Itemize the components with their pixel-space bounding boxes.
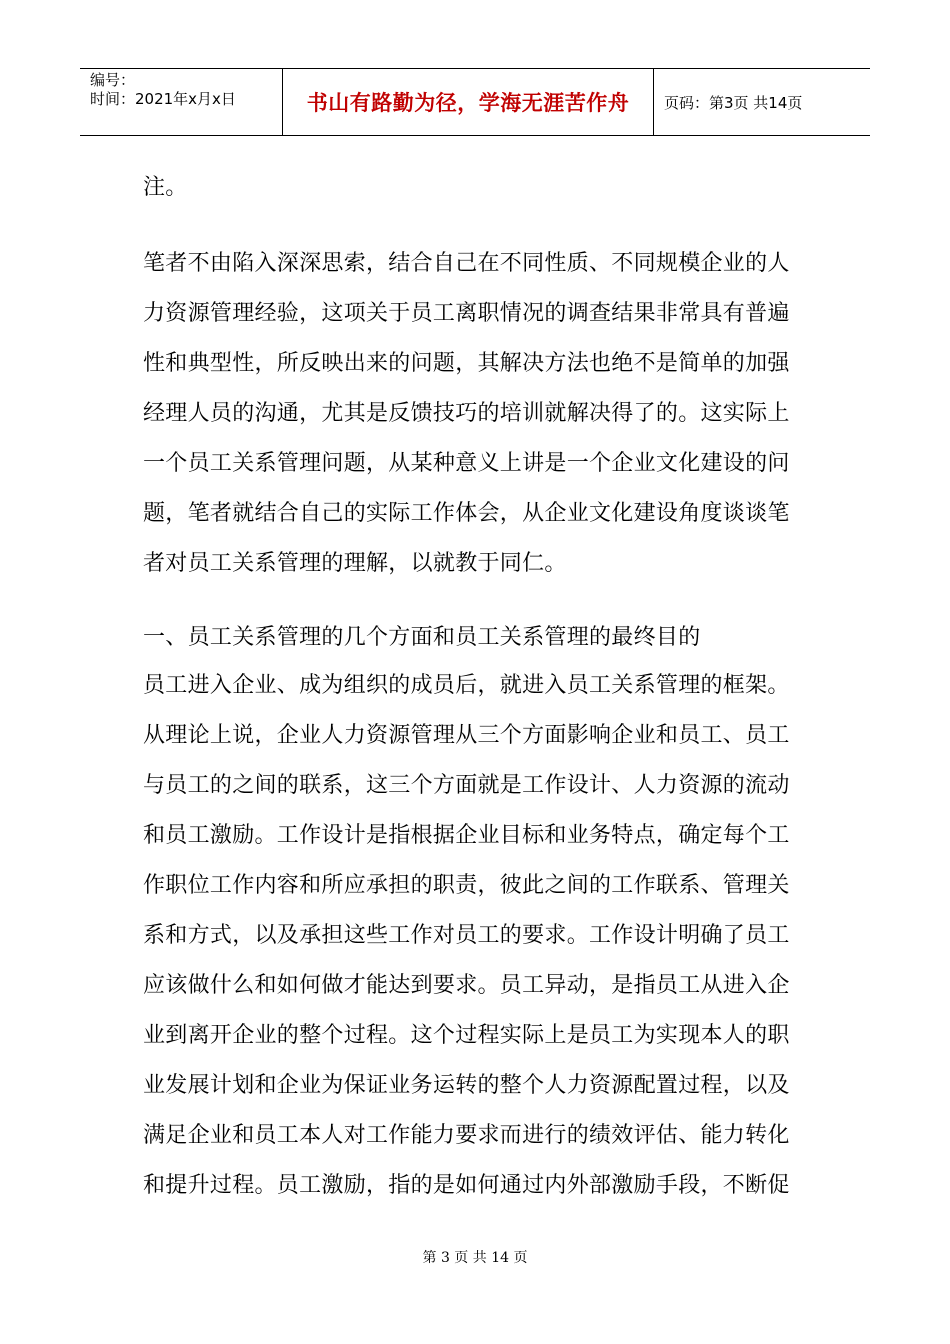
- body-line: 满足企业和员工本人对工作能力要求而进行的绩效评估、能力转化: [143, 1123, 790, 1148]
- body-line: 注。: [143, 175, 188, 200]
- body-line: 者对员工关系管理的理解，以就教于同仁。: [143, 551, 567, 576]
- page-footer: 第 3 页 共 14 页: [422, 1250, 528, 1266]
- body-line: 作职位工作内容和所应承担的职责，彼此之间的工作联系、管理关: [143, 873, 790, 898]
- document-number-label: 编号：: [90, 71, 136, 89]
- body-line: 从理论上说，企业人力资源管理从三个方面影响企业和员工、员工: [143, 723, 790, 748]
- body-line: 系和方式，以及承担这些工作对员工的要求。工作设计明确了员工: [143, 923, 790, 948]
- section-heading: 一、员工关系管理的几个方面和员工关系管理的最终目的: [143, 625, 701, 650]
- body-line: 应该做什么和如何做才能达到要求。员工异动，是指员工从进入企: [143, 973, 790, 998]
- body-line: 业发展计划和企业为保证业务运转的整个人力资源配置过程，以及: [143, 1073, 790, 1098]
- document-date-label: 时间：2021年x月x日: [90, 90, 236, 108]
- body-line: 一个员工关系管理问题，从某种意义上讲是一个企业文化建设的问: [143, 451, 790, 476]
- page-header: [80, 68, 870, 136]
- body-line: 和员工激励。工作设计是指根据企业目标和业务特点，确定每个工: [143, 823, 790, 848]
- body-line: 与员工的之间的联系，这三个方面就是工作设计、人力资源的流动: [143, 773, 790, 798]
- header-page-info: 页码：第3页 共14页: [664, 93, 803, 112]
- header-meta: [80, 69, 282, 135]
- body-line: 性和典型性，所反映出来的问题，其解决方法也绝不是简单的加强: [143, 351, 790, 376]
- body-line: 力资源管理经验，这项关于员工离职情况的调查结果非常具有普遍: [143, 301, 790, 326]
- header-motto: 书山有路勤为径，学海无涯苦作舟: [282, 69, 654, 135]
- body-line: 经理人员的沟通，尤其是反馈技巧的培训就解决得了的。这实际上: [143, 401, 790, 426]
- body-line: 业到离开企业的整个过程。这个过程实际上是员工为实现本人的职: [143, 1023, 790, 1048]
- body-line: 题，笔者就结合自己的实际工作体会，从企业文化建设角度谈谈笔: [143, 501, 790, 526]
- body-line: 笔者不由陷入深深思索，结合自己在不同性质、不同规模企业的人: [143, 251, 790, 276]
- body-line: 和提升过程。员工激励，指的是如何通过内外部激励手段，不断促: [143, 1173, 790, 1198]
- body-line: 员工进入企业、成为组织的成员后，就进入员工关系管理的框架。: [143, 673, 790, 698]
